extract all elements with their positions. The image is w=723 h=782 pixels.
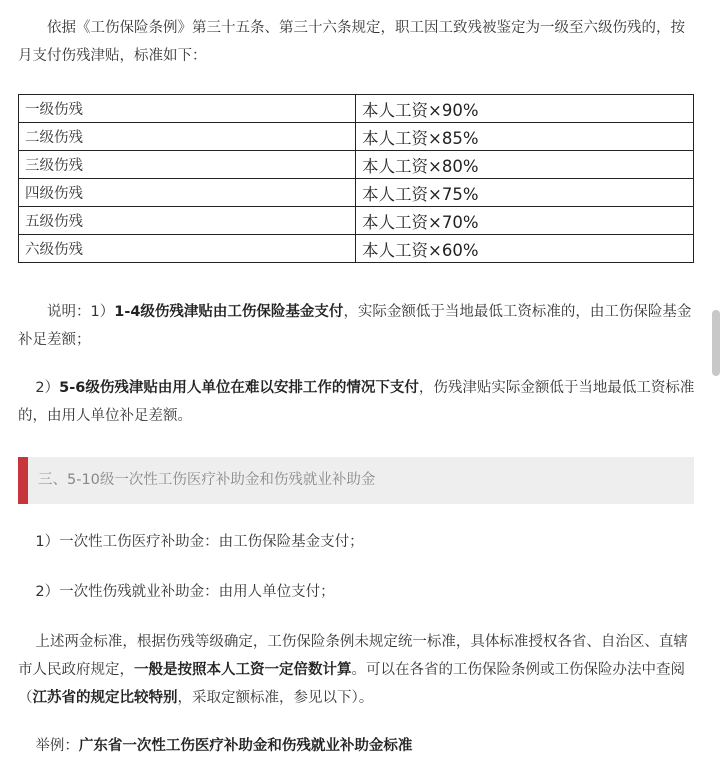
disability-level-cell: 五级伤残 (19, 207, 356, 235)
disability-allowance-table (18, 94, 694, 263)
note-1-bold: 1-4级伤残津贴由工伤保险基金支付 (114, 304, 344, 320)
table-row (19, 123, 694, 151)
example-paragraph (18, 732, 696, 760)
standards-text-1: 上述两金标准，根据伤残等级确定，工伤保险条例未规定统一标准，具体标准授权各省、自治区、直辖市人民政府规定， (18, 634, 688, 678)
disability-level-cell: 六级伤残 (19, 235, 356, 263)
item-1-paragraph: 1）一次性工伤医疗补助金：由工伤保险基金支付； (35, 534, 364, 550)
note-2-paragraph (18, 374, 696, 430)
standards-bold-2: 江苏省的规定比较特别 (32, 690, 178, 706)
allowance-standard-cell: 本人工资×75% (356, 179, 694, 207)
table-row (19, 151, 694, 179)
allowance-standard-cell: 本人工资×70% (356, 207, 694, 235)
standards-text-2: 。可以在各省的工伤保险条例或工伤保险办法中查阅（ (18, 662, 685, 706)
section-accent-bar (18, 457, 28, 504)
disability-level-cell: 三级伤残 (19, 151, 356, 179)
allowance-standard-cell: 本人工资×60% (356, 235, 694, 263)
item-2-paragraph: 2）一次性伤残就业补助金：由用人单位支付； (35, 584, 335, 600)
allowance-standard-cell: 本人工资×90% (356, 95, 694, 123)
note-2-suffix: ，伤残津贴实际金额低于当地最低工资标准的，由用人单位补足差额。 (18, 380, 695, 424)
table-row (19, 179, 694, 207)
scrollbar-thumb[interactable] (712, 310, 720, 376)
standards-text-3: ，采取定额标准，参见以下）。 (177, 690, 374, 706)
table-row (19, 235, 694, 263)
table-row (19, 207, 694, 235)
section-3-title: 三、5-10级一次性工伤医疗补助金和伤残就业补助金 (38, 472, 376, 488)
note-1-suffix: ，实际金额低于当地最低工资标准的，由工伤保险基金补足差额； (18, 304, 692, 348)
example-bold: 广东省一次性工伤医疗补助金和伤残就业补助金标准 (78, 738, 413, 754)
disability-level-cell: 四级伤残 (19, 179, 356, 207)
example-prefix: 举例： (35, 738, 79, 754)
note-2-bold: 5-6级伤残津贴由用人单位在难以安排工作的情况下支付 (59, 380, 419, 396)
disability-level-cell: 一级伤残 (19, 95, 356, 123)
table-row (19, 95, 694, 123)
note-2-prefix: 2） (35, 380, 60, 396)
section-3-heading (18, 457, 694, 504)
note-1-paragraph (18, 298, 696, 354)
note-1-prefix: 说明：1） (47, 304, 115, 320)
allowance-standard-cell: 本人工资×80% (356, 151, 694, 179)
intro-paragraph: 依据《工伤保险条例》第三十五条、第三十六条规定，职工因工致残被鉴定为一级至六级伤残的，按月支付伤残津贴，标准如下： (18, 20, 685, 64)
vertical-scrollbar[interactable] (709, 0, 723, 782)
standards-paragraph (18, 628, 696, 712)
allowance-standard-cell: 本人工资×85% (356, 123, 694, 151)
standards-bold-1: 一般是按照本人工资一定倍数计算 (134, 662, 352, 678)
disability-level-cell: 二级伤残 (19, 123, 356, 151)
